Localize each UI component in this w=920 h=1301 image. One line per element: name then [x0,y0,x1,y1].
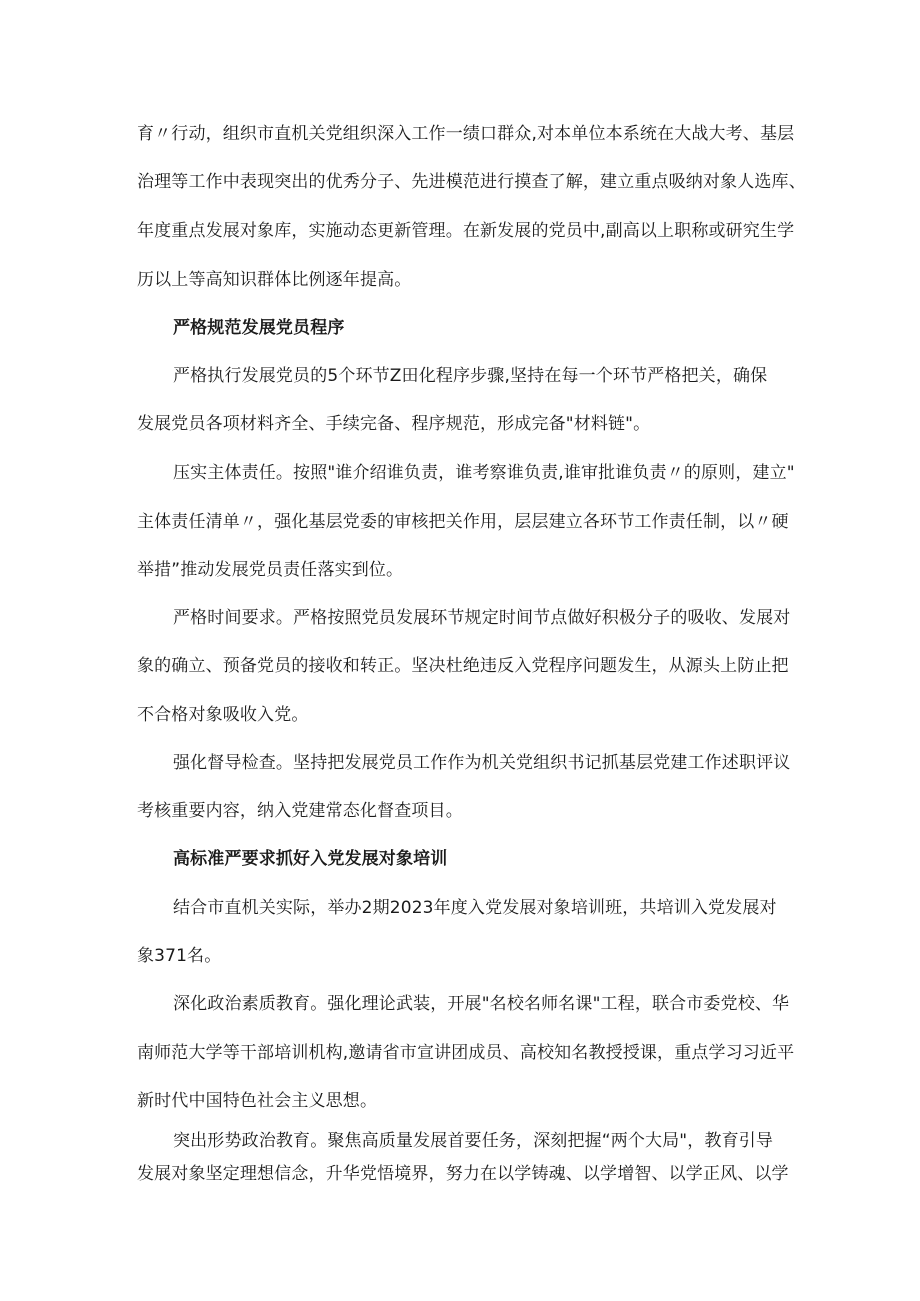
body-line: 历以上等高知识群体比例逐年提高。 [137,270,412,290]
body-line: 南师范大学等干部培训机构,邀请省市宣讲团成员、高校知名教授授课，重点学习习近平 [137,1043,795,1063]
body-line: 治理等工作中表现突出的优秀分子、先进模范进行摸查了解，建立重点吸纳对象人选库、 [137,172,806,192]
body-line: 主体责任清单〃，强化基层党委的审核把关作用，层层建立各环节工作责任制，以〃硬 [137,512,789,532]
body-line: 新时代中国特色社会主义思想。 [137,1091,378,1111]
body-line: 突出形势政治教育。聚焦高质量发展首要任务，深刻把握“两个大局"，教育引导 [173,1131,774,1151]
body-line: 严格时间要求。严格按照党员发展环节规定时间节点做好积极分子的吸收、发展对 [173,608,791,628]
body-line: 象的确立、预备党员的接收和转正。坚决杜绝违反入党程序问题发生，从源头上防止把 [137,656,789,676]
body-line: 深化政治素质教育。强化理论武装，开展"名校名师名课"工程，联合市委党校、华 [173,994,790,1014]
body-line: 年度重点发展对象库，实施动态更新管理。在新发展的党员中,副高以上职称或研究生学 [137,221,795,241]
body-line: 发展党员各项材料齐全、手续完备、程序规范，形成完备"材料链"。 [137,414,651,434]
body-line: 发展对象坚定理想信念，升华党悟境界，努力在以学铸魂、以学增智、以学正风、以学 [137,1164,789,1184]
body-line: 育〃行动，组织市直机关党组织深入工作一绩口群众,对本单位本系统在大战大考、基层 [137,124,795,144]
section-heading: 严格规范发展党员程序 [173,318,345,338]
body-line: 严格执行发展党员的5个环节Z田化程序步骤,坚持在每一个环节严格把关，确保 [173,366,768,386]
body-line: 举措”推动发展党员责任落实到位。 [137,560,404,580]
body-line: 结合市直机关实际，举办2期2023年度入党发展对象培训班，共培训入党发展对 [173,898,777,918]
body-line: 压实主体责任。按照"谁介绍谁负责，谁考察谁负责,谁审批谁负责〃的原则，建立" [173,463,795,483]
body-line: 不合格对象吸收入党。 [137,705,309,725]
body-line: 强化督导检查。坚持把发展党员工作作为机关党组织书记抓基层党建工作述职评议 [173,753,791,773]
body-line: 象371名。 [137,946,222,966]
body-line: 考核重要内容，纳入党建常态化督查项目。 [137,801,463,821]
section-heading: 高标准严要求抓好入党发展对象培训 [173,849,448,869]
